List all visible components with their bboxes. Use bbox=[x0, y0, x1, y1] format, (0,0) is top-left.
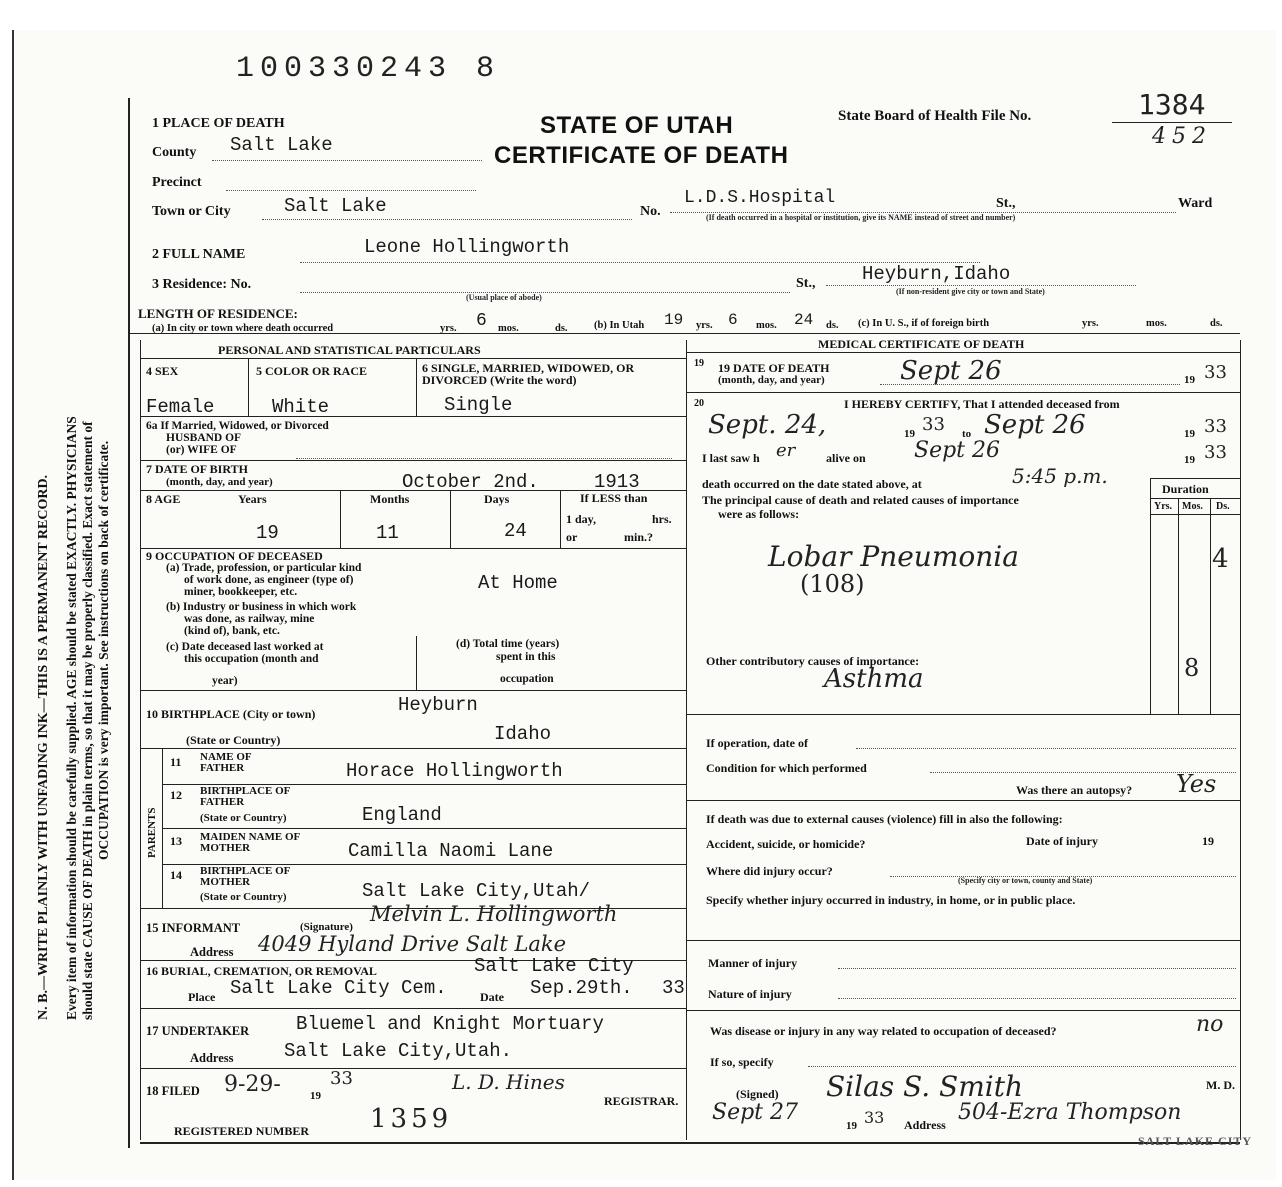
min-label: min.? bbox=[624, 530, 654, 544]
informant-sig-label: (Signature) bbox=[300, 921, 353, 933]
attended-to-value: Sept 26 bbox=[984, 410, 1086, 440]
dob-value: October 2nd. bbox=[402, 471, 539, 493]
occurred-label: death occurred on the date stated above, at bbox=[702, 477, 922, 491]
spouse-row-bottom bbox=[140, 460, 686, 461]
mother-bp-sub: (State or Country) bbox=[200, 891, 287, 903]
duration-mos: Mos. bbox=[1182, 501, 1203, 512]
length-a-label: (a) In city or town where death occurred bbox=[152, 323, 334, 334]
registrar-signature: L. D. Hines bbox=[452, 1070, 565, 1094]
related-value: no bbox=[1196, 1012, 1224, 1037]
filed-label: 18 FILED bbox=[146, 1084, 200, 1098]
occupation-b1: (b) Industry or business in which work bbox=[166, 601, 357, 613]
file-no-value: 1384 bbox=[1138, 88, 1206, 121]
no-note: (If death occurred in a hospital or institution, give its NAME instead of street and number) bbox=[706, 213, 1016, 222]
physician-address-label: Address bbox=[904, 1118, 946, 1132]
length-b-ds-value: 24 bbox=[794, 311, 814, 329]
date-of-death-sub: (month, day, and year) bbox=[718, 374, 825, 386]
mother-bp-num: 14 bbox=[170, 868, 182, 882]
lessthan-label: If LESS than bbox=[580, 491, 648, 505]
cause-code: (108) bbox=[800, 570, 865, 598]
date-of-death-label: 19 DATE OF DEATH bbox=[718, 361, 830, 375]
related-label: Was disease or injury in any way related to occupation of deceased? bbox=[710, 1024, 1057, 1038]
occupation-label: 9 OCCUPATION OF DECEASED bbox=[146, 549, 323, 563]
residence-value: Heyburn,Idaho bbox=[862, 263, 1011, 285]
age-months-divider bbox=[450, 490, 451, 548]
where-injury-note: (Specify city or town, county and State) bbox=[958, 876, 1093, 885]
specify-label: Specify whether injury occurred in industry, in home, or in public place. bbox=[706, 893, 1076, 907]
duration-header-line bbox=[1150, 498, 1240, 499]
burial-place-value: Salt Lake City Cem. bbox=[230, 977, 447, 999]
attended-from-year-label: 19 bbox=[904, 428, 915, 440]
burial-city-value: Salt Lake City bbox=[474, 955, 634, 977]
registered-number-label: REGISTERED NUMBER bbox=[174, 1124, 310, 1138]
length-c-ds: ds. bbox=[1210, 318, 1223, 329]
marital-value: Single bbox=[444, 394, 513, 416]
age-years-divider bbox=[340, 490, 341, 548]
color-marital-divider bbox=[416, 358, 417, 416]
age-months-value: 11 bbox=[376, 522, 399, 544]
occupation-a3: miner, bookkeeper, etc. bbox=[184, 586, 298, 598]
burial-date-value: Sep.29th. bbox=[530, 977, 633, 999]
filed-date-value: 9-29- bbox=[224, 1072, 281, 1097]
father-bp-sub: (State or Country) bbox=[200, 812, 287, 824]
undertaker-address-value: Salt Lake City,Utah. bbox=[284, 1040, 513, 1062]
signed-label: (Signed) bbox=[736, 1087, 779, 1101]
ward-label: Ward bbox=[1178, 196, 1213, 211]
mother-bp-label: BIRTHPLACE OF MOTHER bbox=[200, 865, 290, 888]
town-value: Salt Lake bbox=[284, 195, 387, 217]
last-saw-value: er bbox=[776, 440, 796, 461]
informant-address-value: 4049 Hyland Drive Salt Lake bbox=[258, 932, 567, 956]
st-label: St., bbox=[996, 196, 1016, 211]
sex-value: Female bbox=[146, 396, 215, 418]
occupation-cd-divider bbox=[416, 636, 417, 690]
length-b-label: (b) In Utah bbox=[594, 320, 645, 331]
side-note-line4: OCCUPATION is very important. See instructions on back of certificate. bbox=[96, 440, 111, 860]
length-a-ds: ds. bbox=[555, 323, 568, 334]
occupation-row-bottom bbox=[140, 690, 686, 691]
alive-label: alive on bbox=[826, 451, 866, 465]
birthplace-row-bottom bbox=[140, 748, 686, 749]
injury-row-bottom bbox=[686, 940, 1240, 941]
causes-row-bottom bbox=[686, 714, 1240, 715]
father-value: Horace Hollingworth bbox=[346, 760, 563, 782]
occurred-time: 5:45 p.m. bbox=[1012, 464, 1108, 488]
md-label: M. D. bbox=[1206, 1078, 1235, 1092]
file-no-secondary: 452 bbox=[1152, 124, 1212, 149]
date-of-death-line bbox=[880, 384, 1180, 385]
spouse-label-3: (or) WIFE OF bbox=[166, 444, 237, 456]
length-b-mos: mos. bbox=[756, 320, 777, 331]
date-of-death-year: 33 bbox=[1204, 362, 1227, 383]
nature-row-bottom bbox=[686, 1010, 1240, 1011]
occupation-b2: was done, as railway, mine bbox=[184, 613, 315, 625]
or-label: or bbox=[566, 530, 578, 544]
duration-mid2-line bbox=[1210, 498, 1211, 714]
length-residence-label: LENGTH OF RESIDENCE: bbox=[138, 306, 298, 321]
birthplace-label: 10 BIRTHPLACE (City or town) bbox=[146, 707, 316, 721]
length-b-yrs-value: 19 bbox=[664, 311, 684, 329]
color-value: White bbox=[272, 396, 330, 418]
full-name-value: Leone Hollingworth bbox=[364, 236, 570, 258]
undertaker-row-bottom bbox=[140, 1068, 686, 1069]
town-line bbox=[262, 219, 632, 220]
duration-label: Duration bbox=[1162, 482, 1209, 496]
last-saw-label: I last saw h bbox=[702, 451, 760, 465]
frame-left-border bbox=[128, 98, 130, 1148]
filed-year-value: 33 bbox=[330, 1068, 353, 1089]
residence-st-label: St., bbox=[796, 276, 816, 291]
informant-label: 15 INFORMANT bbox=[146, 921, 241, 935]
county-line bbox=[212, 160, 482, 161]
father-num: 11 bbox=[170, 755, 182, 769]
occupation-d2: spent in this bbox=[496, 651, 556, 663]
undertaker-address-label: Address bbox=[190, 1051, 234, 1065]
side-note-line1: N. B.—WRITE PLAINLY WITH UNFADING INK—THIS IS A PERMANENT RECORD. bbox=[36, 474, 51, 1020]
length-a-mos: mos. bbox=[498, 323, 519, 334]
burial-label: 16 BURIAL, CREMATION, OR REMOVAL bbox=[146, 964, 377, 978]
sex-color-divider bbox=[248, 358, 249, 416]
occupation-a1: (a) Trade, profession, or particular kind bbox=[166, 562, 362, 574]
ifso-label: If so, specify bbox=[710, 1055, 774, 1069]
state-label: (State or Country) bbox=[186, 733, 281, 747]
column-divider bbox=[686, 340, 687, 1140]
burial-date-year: 33 bbox=[662, 977, 685, 999]
place-of-death-label: 1 PLACE OF DEATH bbox=[152, 116, 285, 131]
side-note-line3: should state CAUSE OF DEATH in plain terms, so that it may be properly classified. Exact statement of bbox=[80, 421, 95, 1020]
attended-to-year-label: 19 bbox=[1184, 428, 1195, 440]
sex-row-bottom bbox=[140, 416, 686, 417]
attended-to-year: 33 bbox=[1204, 416, 1227, 437]
mother-label: MAIDEN NAME OF MOTHER bbox=[200, 831, 300, 854]
burial-place-label: Place bbox=[188, 990, 216, 1004]
length-c-yrs: yrs. bbox=[1082, 318, 1099, 329]
spouse-label-1: 6a If Married, Widowed, or Divorced bbox=[146, 420, 329, 432]
burial-row-bottom bbox=[140, 1008, 686, 1009]
certificate-title: CERTIFICATE OF DEATH bbox=[494, 142, 789, 169]
color-label: 5 COLOR OR RACE bbox=[256, 364, 368, 378]
operation-label: If operation, date of bbox=[706, 736, 808, 750]
physician-signature: Silas S. Smith bbox=[826, 1070, 1024, 1103]
personal-header: PERSONAL AND STATISTICAL PARTICULARS bbox=[218, 343, 481, 357]
state-title: STATE OF UTAH bbox=[540, 112, 734, 139]
signed-year-label: 19 bbox=[846, 1120, 857, 1132]
certify-num: 20 bbox=[694, 398, 704, 409]
mother-value: Camilla Naomi Lane bbox=[348, 840, 554, 862]
months-label: Months bbox=[370, 492, 410, 506]
medical-header-line bbox=[686, 352, 1240, 353]
age-years-value: 19 bbox=[256, 522, 279, 544]
duration-mid1-line bbox=[1178, 498, 1179, 714]
birthplace-value: Heyburn bbox=[398, 694, 478, 716]
occupation-c1: (c) Date deceased last worked at bbox=[166, 641, 324, 653]
right-column-border bbox=[1240, 340, 1241, 1140]
principal-label-1: The principal cause of death and related causes of importance bbox=[702, 493, 1019, 507]
length-b-mos-value: 6 bbox=[728, 311, 738, 329]
cause-value: Lobar Pneumonia bbox=[768, 540, 1019, 573]
dob-sub: (month, day, and year) bbox=[166, 476, 273, 488]
attended-from-year: 33 bbox=[922, 414, 945, 435]
undertaker-value: Bluemel and Knight Mortuary bbox=[296, 1013, 604, 1035]
file-no-line bbox=[1112, 122, 1232, 123]
burial-date-label: Date bbox=[480, 990, 504, 1004]
informant-address-label: Address bbox=[190, 945, 234, 959]
county-value: Salt Lake bbox=[230, 134, 333, 156]
no-value: L.D.S.Hospital bbox=[684, 188, 836, 208]
duration-sub-line bbox=[1150, 514, 1240, 515]
alive-year: 33 bbox=[1204, 442, 1227, 463]
hrs-label: hrs. bbox=[652, 512, 672, 526]
age-days-divider bbox=[560, 490, 561, 548]
state-value: Idaho bbox=[494, 723, 552, 745]
operation-line bbox=[856, 748, 1236, 749]
duration-ds: Ds. bbox=[1216, 501, 1230, 512]
nature-line bbox=[838, 998, 1236, 999]
residence-nonres-note: (If non-resident give city or town and State) bbox=[896, 287, 1045, 296]
personal-header-line bbox=[140, 358, 686, 359]
autopsy-label: Was there an autopsy? bbox=[1016, 783, 1133, 797]
filed-year-label: 19 bbox=[310, 1090, 321, 1102]
other-causes-years: 8 bbox=[1184, 654, 1200, 682]
principal-label-2: were as follows: bbox=[718, 507, 800, 521]
residence-no-line bbox=[300, 292, 790, 293]
dob-label: 7 DATE OF BIRTH bbox=[146, 462, 248, 476]
residence-usual-note: (Usual place of abode) bbox=[466, 293, 542, 302]
father-bp-num: 12 bbox=[170, 788, 182, 802]
length-b-yrs: yrs. bbox=[696, 320, 713, 331]
injury-year-label: 19 bbox=[1202, 834, 1214, 848]
date-of-death-value: Sept 26 bbox=[900, 356, 1002, 386]
file-no-label: State Board of Health File No. bbox=[838, 108, 1032, 124]
certify-text: I HEREBY CERTIFY, That I attended deceased from bbox=[844, 397, 1120, 411]
medical-num-19: 19 bbox=[694, 358, 704, 369]
mother-bp-value: Salt Lake City,Utah/ bbox=[362, 880, 591, 902]
spouse-label-2: HUSBAND OF bbox=[166, 432, 242, 444]
full-name-label: 2 FULL NAME bbox=[152, 247, 246, 262]
other-causes-label: Other contributory causes of importance: bbox=[706, 654, 920, 668]
alive-year-label: 19 bbox=[1184, 454, 1195, 466]
length-a-yrs: yrs. bbox=[440, 323, 457, 334]
serial-number: 100330243 8 bbox=[236, 52, 501, 86]
where-injury-label: Where did injury occur? bbox=[706, 864, 833, 878]
length-c-mos: mos. bbox=[1146, 318, 1167, 329]
occupation-b3: (kind of), bank, etc. bbox=[184, 625, 280, 637]
other-causes-value: Asthma bbox=[824, 664, 924, 694]
father-bp-value: England bbox=[362, 804, 442, 826]
dob-year: 1913 bbox=[594, 471, 640, 493]
residence-st-line bbox=[826, 285, 1136, 286]
occupation-value: At Home bbox=[478, 572, 558, 594]
autopsy-row-bottom bbox=[686, 800, 1240, 801]
external-causes-label: If death was due to external causes (violence) fill in also the following: bbox=[706, 812, 1063, 826]
condition-label: Condition for which performed bbox=[706, 761, 867, 775]
father-bp-label: BIRTHPLACE OF FATHER bbox=[200, 785, 290, 808]
age-days-value: 24 bbox=[504, 520, 527, 542]
length-c-label: (c) In U. S., if of foreign birth bbox=[858, 318, 990, 329]
frame-bottom-border bbox=[140, 1142, 1240, 1144]
registrar-label: REGISTRAR. bbox=[604, 1094, 679, 1108]
length-b-ds: ds. bbox=[826, 320, 839, 331]
city-stamp: SALT LAKE CITY bbox=[1138, 1134, 1253, 1148]
occupation-d3: occupation bbox=[500, 673, 554, 685]
occupation-c3: year) bbox=[212, 675, 238, 687]
occupation-c2: this occupation (month and bbox=[184, 653, 319, 665]
side-note-line2: Every item of information should be carefully supplied. AGE should be stated EXACTLY. PHYSICIANS bbox=[64, 416, 79, 1020]
days-label: Days bbox=[484, 492, 510, 506]
marital-label: 6 SINGLE, MARRIED, WIDOWED, OR DIVORCED (Write the word) bbox=[422, 361, 635, 387]
county-label: County bbox=[152, 145, 197, 160]
nature-label: Nature of injury bbox=[708, 987, 792, 1001]
attended-to-label: to bbox=[962, 428, 972, 440]
precinct-label: Precinct bbox=[152, 175, 202, 190]
signed-date: Sept 27 bbox=[712, 1100, 799, 1125]
residence-label: 3 Residence: No. bbox=[152, 277, 252, 292]
precinct-line bbox=[226, 190, 476, 191]
parents-side-label: PARENTS bbox=[146, 807, 158, 858]
length-a-mos-value: 6 bbox=[476, 311, 487, 331]
ifso-line bbox=[808, 1066, 1236, 1067]
father-label: NAME OF FATHER bbox=[200, 751, 252, 774]
duration-yrs: Yrs. bbox=[1154, 501, 1173, 512]
alive-value: Sept 26 bbox=[914, 438, 1001, 463]
father-bp-row-bottom bbox=[162, 828, 686, 829]
physician-address-value: 504-Ezra Thompson bbox=[958, 1100, 1182, 1125]
date-of-death-row-bottom bbox=[686, 392, 1240, 393]
date-of-death-year-label: 19 bbox=[1184, 374, 1195, 386]
cause-days: 4 bbox=[1212, 544, 1229, 574]
town-label: Town or City bbox=[152, 204, 231, 219]
no-label: No. bbox=[640, 204, 661, 219]
manner-line bbox=[838, 968, 1236, 969]
sex-label: 4 SEX bbox=[146, 364, 179, 378]
informant-signature: Melvin L. Hollingworth bbox=[370, 902, 618, 926]
duration-top-line bbox=[1150, 478, 1240, 479]
duration-left-line bbox=[1150, 478, 1151, 714]
years-label: Years bbox=[238, 492, 267, 506]
registered-number-value: 1359 bbox=[370, 1104, 453, 1134]
attended-from-value: Sept. 24, bbox=[708, 410, 827, 440]
medical-header: MEDICAL CERTIFICATE OF DEATH bbox=[818, 337, 1025, 351]
age-label: 8 AGE bbox=[146, 492, 181, 506]
undertaker-label: 17 UNDERTAKER bbox=[146, 1024, 250, 1038]
occupation-d1: (d) Total time (years) bbox=[456, 638, 560, 650]
occupation-a2: of work done, as engineer (type of) bbox=[184, 574, 354, 586]
autopsy-value: Yes bbox=[1176, 770, 1217, 798]
one-day-label: 1 day, bbox=[566, 512, 597, 526]
accident-label: Accident, suicide, or homicide? bbox=[706, 837, 866, 851]
signed-year: 33 bbox=[864, 1108, 885, 1127]
spouse-line bbox=[296, 458, 672, 459]
injury-date-label: Date of injury bbox=[1026, 834, 1098, 848]
mother-num: 13 bbox=[170, 834, 182, 848]
manner-label: Manner of injury bbox=[708, 956, 798, 970]
